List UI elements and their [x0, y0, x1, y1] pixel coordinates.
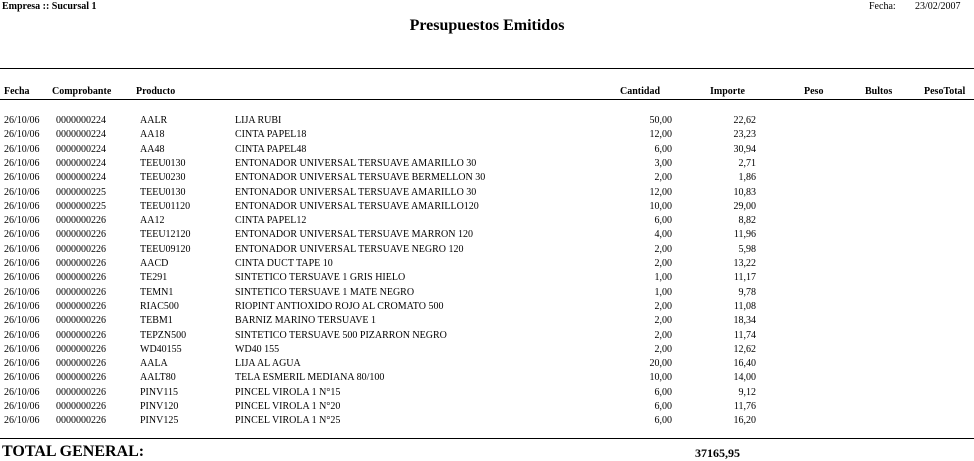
table-row [0, 286, 974, 300]
row-importe: 11,17 [733, 272, 756, 284]
row-fecha: 26/10/06 [4, 172, 40, 184]
row-comprobante: 0000000226 [56, 258, 106, 269]
row-comprobante: 0000000226 [56, 286, 106, 298]
column-header-fecha: Fecha [4, 86, 30, 97]
row-product-code: TEEU0130 [140, 157, 186, 169]
row-fecha: 26/10/06 [4, 200, 40, 212]
row-comprobante: 0000000224 [56, 172, 106, 184]
row-fecha: 26/10/06 [4, 129, 40, 141]
column-header-importe: Importe [710, 86, 745, 97]
row-product-description: SINTETICO TERSUAVE 1 GRIS HIELO [235, 272, 406, 284]
table-row [0, 128, 974, 142]
row-cantidad: 2,00 [654, 315, 672, 327]
row-product-description: CINTA PAPEL18 [235, 129, 307, 141]
row-fecha: 26/10/06 [4, 415, 40, 427]
table-row [0, 414, 974, 428]
row-product-description: BARNIZ MARINO TERSUAVE 1 [235, 315, 377, 327]
row-cantidad: 6,00 [654, 215, 672, 227]
row-product-description: SINTETICO TERSUAVE 500 PIZARRON NEGRO [235, 329, 447, 341]
row-cantidad: 10,00 [649, 372, 672, 384]
date-label: Fecha: [869, 1, 896, 12]
row-comprobante: 0000000225 [56, 186, 106, 198]
row-product-code: AA48 [140, 143, 165, 155]
row-fecha: 26/10/06 [4, 401, 40, 412]
row-product-code: TEEU0230 [140, 172, 186, 184]
row-importe: 23,23 [733, 129, 756, 141]
row-fecha: 26/10/06 [4, 343, 40, 355]
row-fecha: 26/10/06 [4, 243, 40, 255]
table-row [0, 200, 974, 214]
row-comprobante: 0000000224 [56, 115, 106, 126]
row-fecha: 26/10/06 [4, 186, 40, 198]
row-product-description: ENTONADOR UNIVERSAL TERSUAVE MARRON 120 [235, 229, 473, 241]
row-importe: 13,22 [733, 258, 756, 269]
row-product-code: AA12 [140, 215, 165, 227]
row-product-code: TEEU09120 [140, 243, 191, 255]
row-product-description: TELA ESMERIL MEDIANA 80/100 [235, 372, 385, 384]
row-product-code: RIAC500 [140, 300, 179, 312]
row-fecha: 26/10/06 [4, 115, 40, 126]
table-row [0, 271, 974, 285]
header-divider [0, 68, 974, 69]
column-header-peso: Peso [804, 86, 824, 97]
row-importe: 30,94 [733, 143, 756, 155]
total-divider [0, 438, 974, 439]
row-fecha: 26/10/06 [4, 358, 40, 370]
row-fecha: 26/10/06 [4, 258, 40, 269]
row-product-code: TEEU12120 [140, 229, 191, 241]
row-comprobante: 0000000226 [56, 272, 106, 284]
row-cantidad: 2,00 [654, 243, 672, 255]
row-importe: 9,78 [738, 286, 756, 298]
row-cantidad: 6,00 [654, 386, 672, 398]
row-cantidad: 20,00 [649, 358, 672, 370]
report-date: 23/02/2007 [915, 1, 961, 12]
row-product-description: CINTA PAPEL12 [235, 215, 307, 227]
row-product-description: WD40 155 [235, 343, 280, 355]
row-importe: 9,12 [738, 386, 756, 398]
table-row [0, 214, 974, 228]
row-fecha: 26/10/06 [4, 300, 40, 312]
row-fecha: 26/10/06 [4, 329, 40, 341]
row-fecha: 26/10/06 [4, 315, 40, 327]
row-importe: 1,86 [738, 172, 756, 184]
row-product-code: PINV120 [140, 401, 179, 412]
row-comprobante: 0000000224 [56, 129, 106, 141]
row-product-code: PINV115 [140, 386, 178, 398]
row-cantidad: 50,00 [649, 115, 672, 126]
row-importe: 16,20 [733, 415, 756, 427]
column-header-bultos: Bultos [865, 86, 893, 97]
row-cantidad: 2,00 [654, 172, 672, 184]
row-importe: 8,82 [738, 215, 756, 227]
row-product-code: AALR [140, 115, 168, 126]
row-cantidad: 6,00 [654, 143, 672, 155]
row-comprobante: 0000000226 [56, 343, 106, 355]
table-row [0, 257, 974, 271]
row-fecha: 26/10/06 [4, 229, 40, 241]
row-comprobante: 0000000226 [56, 401, 106, 412]
row-product-description: PINCEL VIROLA 1 N°15 [235, 386, 341, 398]
row-fecha: 26/10/06 [4, 386, 40, 398]
row-importe: 16,40 [733, 358, 756, 370]
row-cantidad: 6,00 [654, 401, 672, 412]
row-product-description: CINTA DUCT TAPE 10 [235, 258, 333, 269]
row-fecha: 26/10/06 [4, 372, 40, 384]
row-importe: 12,62 [733, 343, 756, 355]
row-fecha: 26/10/06 [4, 157, 40, 169]
row-comprobante: 0000000224 [56, 157, 106, 169]
row-product-code: TE291 [140, 272, 168, 284]
row-comprobante: 0000000226 [56, 229, 106, 241]
row-product-code: AALA [140, 358, 168, 370]
row-cantidad: 2,00 [654, 329, 672, 341]
row-importe: 11,96 [733, 229, 756, 241]
table-row [0, 329, 974, 343]
row-product-description: SINTETICO TERSUAVE 1 MATE NEGRO [235, 286, 415, 298]
table-row [0, 186, 974, 200]
row-cantidad: 3,00 [654, 157, 672, 169]
row-comprobante: 0000000226 [56, 358, 106, 370]
table-row [0, 314, 974, 328]
row-cantidad: 2,00 [654, 343, 672, 355]
row-importe: 11,76 [733, 401, 756, 412]
row-cantidad: 12,00 [649, 186, 672, 198]
row-comprobante: 0000000225 [56, 200, 106, 212]
row-fecha: 26/10/06 [4, 143, 40, 155]
table-row [0, 400, 974, 414]
table-row [0, 243, 974, 257]
row-importe: 5,98 [738, 243, 756, 255]
row-fecha: 26/10/06 [4, 272, 40, 284]
row-comprobante: 0000000224 [56, 143, 106, 155]
row-cantidad: 4,00 [654, 229, 672, 241]
row-importe: 10,83 [733, 186, 756, 198]
row-product-code: AACD [140, 258, 169, 269]
row-comprobante: 0000000226 [56, 386, 106, 398]
row-cantidad: 2,00 [654, 258, 672, 269]
column-header-divider [0, 99, 974, 100]
table-row [0, 143, 974, 157]
row-cantidad: 6,00 [654, 415, 672, 427]
row-product-code: AA18 [140, 129, 165, 141]
row-product-code: PINV125 [140, 415, 179, 427]
total-value: 37165,95 [695, 446, 740, 460]
row-product-description: ENTONADOR UNIVERSAL TERSUAVE BERMELLON 30 [235, 172, 486, 184]
row-importe: 18,34 [733, 315, 756, 327]
row-cantidad: 12,00 [649, 129, 672, 141]
column-header-producto: Producto [136, 86, 176, 97]
table-row [0, 371, 974, 385]
table-row [0, 357, 974, 371]
row-importe: 22,62 [733, 115, 756, 126]
row-importe: 14,00 [733, 372, 756, 384]
table-row [0, 114, 974, 128]
row-cantidad: 2,00 [654, 300, 672, 312]
row-product-description: LIJA AL AGUA [235, 358, 301, 370]
row-product-description: LIJA RUBI [235, 115, 282, 126]
row-cantidad: 1,00 [654, 286, 672, 298]
row-product-description: ENTONADOR UNIVERSAL TERSUAVE AMARILLO 30 [235, 157, 477, 169]
row-product-description: RIOPINT ANTIOXIDO ROJO AL CROMATO 500 [235, 300, 444, 312]
total-label: TOTAL GENERAL: [2, 443, 145, 460]
row-product-code: WD40155 [140, 343, 182, 355]
table-row [0, 228, 974, 242]
table-row [0, 171, 974, 185]
row-importe: 11,08 [733, 300, 756, 312]
column-header-peso-total: PesoTotal [924, 86, 966, 97]
row-product-description: CINTA PAPEL48 [235, 143, 307, 155]
row-comprobante: 0000000226 [56, 329, 106, 341]
row-comprobante: 0000000226 [56, 315, 106, 327]
row-product-code: TEPZN500 [140, 329, 187, 341]
row-importe: 29,00 [733, 200, 756, 212]
row-product-description: PINCEL VIROLA 1 N°25 [235, 415, 341, 427]
row-fecha: 26/10/06 [4, 215, 40, 227]
row-product-code: TEEU0130 [140, 186, 186, 198]
row-product-description: PINCEL VIROLA 1 N°20 [235, 401, 341, 412]
row-product-code: TEBM1 [140, 315, 173, 327]
company-name: Empresa :: Sucursal 1 [2, 1, 97, 12]
row-comprobante: 0000000226 [56, 300, 106, 312]
column-header-comprobante: Comprobante [52, 86, 112, 97]
table-row [0, 343, 974, 357]
row-cantidad: 1,00 [654, 272, 672, 284]
row-comprobante: 0000000226 [56, 243, 106, 255]
row-product-code: TEEU01120 [140, 200, 191, 212]
report-title: Presupuestos Emitidos [409, 17, 565, 34]
row-importe: 2,71 [738, 157, 756, 169]
row-product-description: ENTONADOR UNIVERSAL TERSUAVE AMARILLO 30 [235, 186, 477, 198]
row-cantidad: 10,00 [649, 200, 672, 212]
table-row [0, 157, 974, 171]
row-product-description: ENTONADOR UNIVERSAL TERSUAVE AMARILLO120 [235, 200, 479, 212]
row-comprobante: 0000000226 [56, 415, 106, 427]
column-header-cantidad: Cantidad [620, 86, 661, 97]
row-comprobante: 0000000226 [56, 215, 106, 227]
row-product-description: ENTONADOR UNIVERSAL TERSUAVE NEGRO 120 [235, 243, 464, 255]
row-product-code: AALT80 [140, 372, 176, 384]
row-importe: 11,74 [733, 329, 756, 341]
row-comprobante: 0000000226 [56, 372, 106, 384]
row-product-code: TEMN1 [140, 286, 174, 298]
table-row [0, 386, 974, 400]
row-fecha: 26/10/06 [4, 286, 40, 298]
table-row [0, 300, 974, 314]
